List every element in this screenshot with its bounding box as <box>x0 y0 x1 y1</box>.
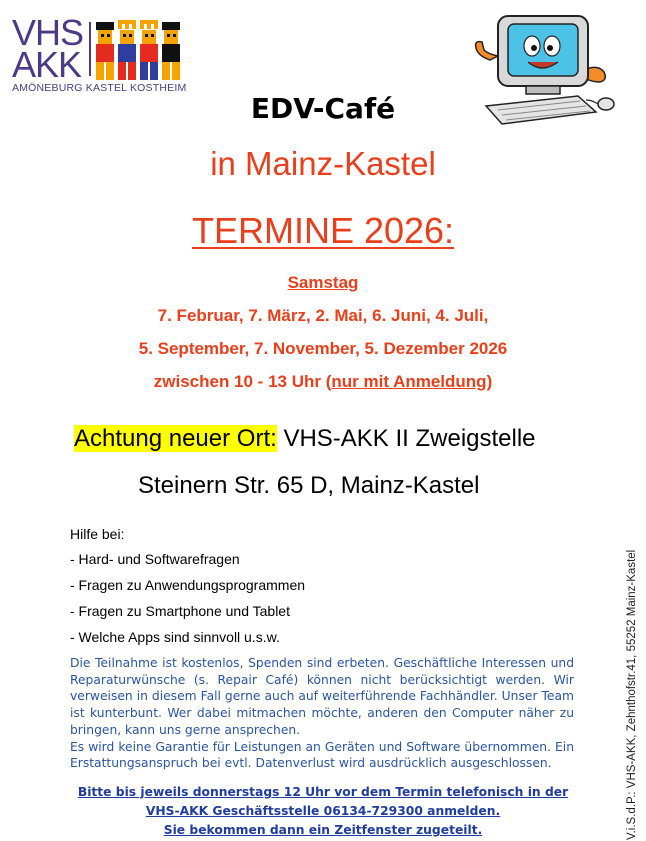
help-item: - Fragen zu Anwendungsprogrammen <box>70 577 306 593</box>
help-item: - Welche Apps sind sinnvoll u.s.w. <box>70 629 280 645</box>
imprint-side-text: V.i.S.d.P.: VHS-AKK, Zehnthofstr.41, 55252 Mainz-Kastel <box>626 549 638 840</box>
help-heading: Hilfe bei: <box>70 526 125 542</box>
page-title: EDV-Café <box>250 92 396 125</box>
logo-text-vhs: VHS <box>12 12 84 53</box>
notice-line-1: Bitte bis jeweils donnerstags 12 Uhr vor dem Termin telefonisch in der <box>77 785 569 799</box>
location-line: Achtung neuer Ort: VHS-AKK II Zweigstelle <box>74 425 536 452</box>
dates-line-2: 5. September, 7. November, 5. Dezember 2026 <box>138 339 508 358</box>
notice-line-2: VHS-AKK Geschäftsstelle 06134-729300 anmelden. <box>145 804 501 818</box>
location-address: Steinern Str. 65 D, Mainz-Kastel <box>138 472 480 499</box>
weekday-label: Samstag <box>287 273 359 292</box>
logo-subtitle: AMÖNEBURG KASTEL KOSTHEIM <box>12 82 187 94</box>
location-highlight: Achtung neuer Ort: <box>74 425 277 452</box>
notice-line-3: Sie bekommen dann ein Zeitfenster zugeteilt. <box>163 823 483 837</box>
termine-heading: TERMINE 2026: <box>191 210 455 251</box>
info-paragraph: Die Teilnahme ist kostenlos, Spenden sind erbeten. Geschäftliche Interessen und Reparaturwünsche (s. Repair Café) können nicht berücksichtigt werden. Wir verweisen in diesem Fall gerne auch auf weiterführende Fachhändler. Unser Team ist kunterbunt. Wer dabei mitmachen möchte, anderen den Computer näher zu bringen, kann uns gerne ansprechen. Es wird keine Garantie für Leistungen an Geräten und Software übernommen. Ein Erstattungsanspruch bei evtl. Datenverlust wird ausdrücklich ausgeschlossen. <box>70 656 574 771</box>
logo-text-akk: AKK <box>12 44 82 85</box>
help-item: - Fragen zu Smartphone und Tablet <box>70 603 290 619</box>
page-subtitle: in Mainz-Kastel <box>210 145 436 182</box>
vhs-figures-logo <box>94 20 182 82</box>
help-item: - Hard- und Softwarefragen <box>70 551 240 567</box>
time-line: zwischen 10 - 13 Uhr (nur mit Anmeldung) <box>153 372 493 391</box>
dates-line-1: 7. Februar, 7. März, 2. Mai, 6. Juni, 4. Juli, <box>157 306 489 325</box>
registration-note: nur mit Anmeldung <box>331 372 487 391</box>
logo-divider <box>89 22 91 76</box>
